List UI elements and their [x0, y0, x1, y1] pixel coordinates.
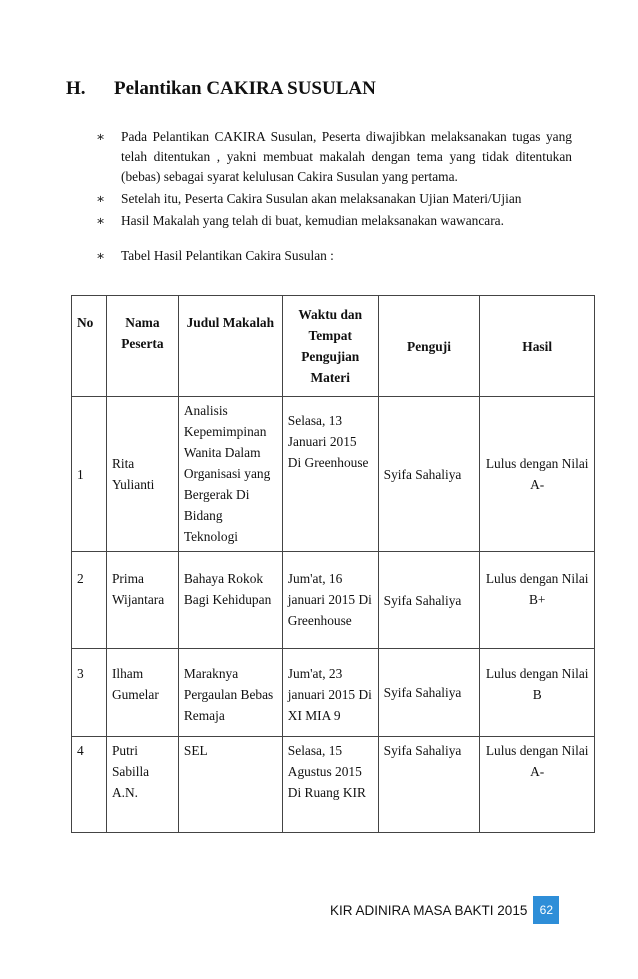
cell-penguji: Syifa Sahaliya — [378, 397, 480, 552]
cell-nama: Prima Wijantara — [106, 552, 178, 649]
bullet-text: Tabel Hasil Pelantikan Cakira Susulan : — [121, 248, 334, 263]
header-waktu: Waktu dan Tempat Pengujian Materi — [282, 296, 378, 397]
cell-penguji: Syifa Sahaliya — [378, 649, 480, 737]
cell-penguji: Syifa Sahaliya — [378, 737, 480, 833]
section-heading — [66, 78, 376, 100]
cell-no: 1 — [72, 397, 107, 552]
header-no: No — [72, 296, 107, 397]
table-row — [72, 552, 595, 649]
section-title: Pelantikan CAKIRA SUSULAN — [114, 78, 376, 99]
table-header-row — [72, 296, 595, 397]
cell-waktu: Jum'at, 23 januari 2015 Di XI MIA 9 — [282, 649, 378, 737]
bullet-mark: ∗ — [96, 191, 106, 206]
cell-penguji: Syifa Sahaliya — [378, 552, 480, 649]
cell-nama: Rita Yulianti — [106, 397, 178, 552]
bullet-item — [96, 127, 572, 187]
cell-waktu: Jum'at, 16 januari 2015 Di Greenhouse — [282, 552, 378, 649]
cell-waktu: Selasa, 15 Agustus 2015 Di Ruang KIR — [282, 737, 378, 833]
cell-no: 4 — [72, 737, 107, 833]
cell-hasil: Lulus dengan Nilai A- — [480, 737, 595, 833]
table-row — [72, 649, 595, 737]
cell-nama: Ilham Gumelar — [106, 649, 178, 737]
cell-no: 3 — [72, 649, 107, 737]
bullet-list — [96, 127, 572, 268]
bullet-text: Hasil Makalah yang telah di buat, kemudian melaksanakan wawancara. — [121, 213, 504, 228]
cell-hasil: Lulus dengan Nilai A- — [480, 397, 595, 552]
table-row — [72, 737, 595, 833]
header-hasil: Hasil — [480, 296, 595, 397]
bullet-mark: ∗ — [96, 213, 106, 228]
cell-judul: Analisis Kepemimpinan Wanita Dalam Organisasi yang Bergerak Di Bidang Teknologi — [178, 397, 282, 552]
bullet-text: Setelah itu, Peserta Cakira Susulan akan melaksanakan Ujian Materi/Ujian — [121, 191, 522, 206]
header-penguji: Penguji — [378, 296, 480, 397]
results-table — [71, 295, 595, 833]
table-row — [72, 397, 595, 552]
cell-hasil: Lulus dengan Nilai B — [480, 649, 595, 737]
cell-hasil: Lulus dengan Nilai B+ — [480, 552, 595, 649]
bullet-mark: ∗ — [96, 248, 106, 263]
cell-nama: Putri Sabilla A.N. — [106, 737, 178, 833]
header-nama: Nama Peserta — [106, 296, 178, 397]
bullet-text: Pada Pelantikan CAKIRA Susulan, Peserta diwajibkan melaksanakan tugas yang telah ditentukan , yakni membuat makalah dengan tema yang tidak ditentukan (bebas) sebagai syarat kelulusan Cakira Susulan yang pertama. — [121, 129, 572, 184]
cell-judul: Maraknya Pergaulan Bebas Remaja — [178, 649, 282, 737]
cell-waktu: Selasa, 13 Januari 2015 Di Greenhouse — [282, 397, 378, 552]
header-judul: Judul Makalah — [178, 296, 282, 397]
bullet-item — [96, 189, 572, 209]
bullet-item — [96, 246, 572, 266]
cell-judul: Bahaya Rokok Bagi Kehidupan — [178, 552, 282, 649]
page-number: 62 — [533, 896, 559, 924]
cell-no: 2 — [72, 552, 107, 649]
section-number: H. — [66, 78, 86, 99]
cell-judul: SEL — [178, 737, 282, 833]
bullet-mark: ∗ — [96, 129, 106, 144]
footer-text: KIR ADINIRA MASA BAKTI 2015 — [330, 902, 528, 918]
page-footer — [330, 896, 559, 924]
bullet-item — [96, 211, 572, 231]
